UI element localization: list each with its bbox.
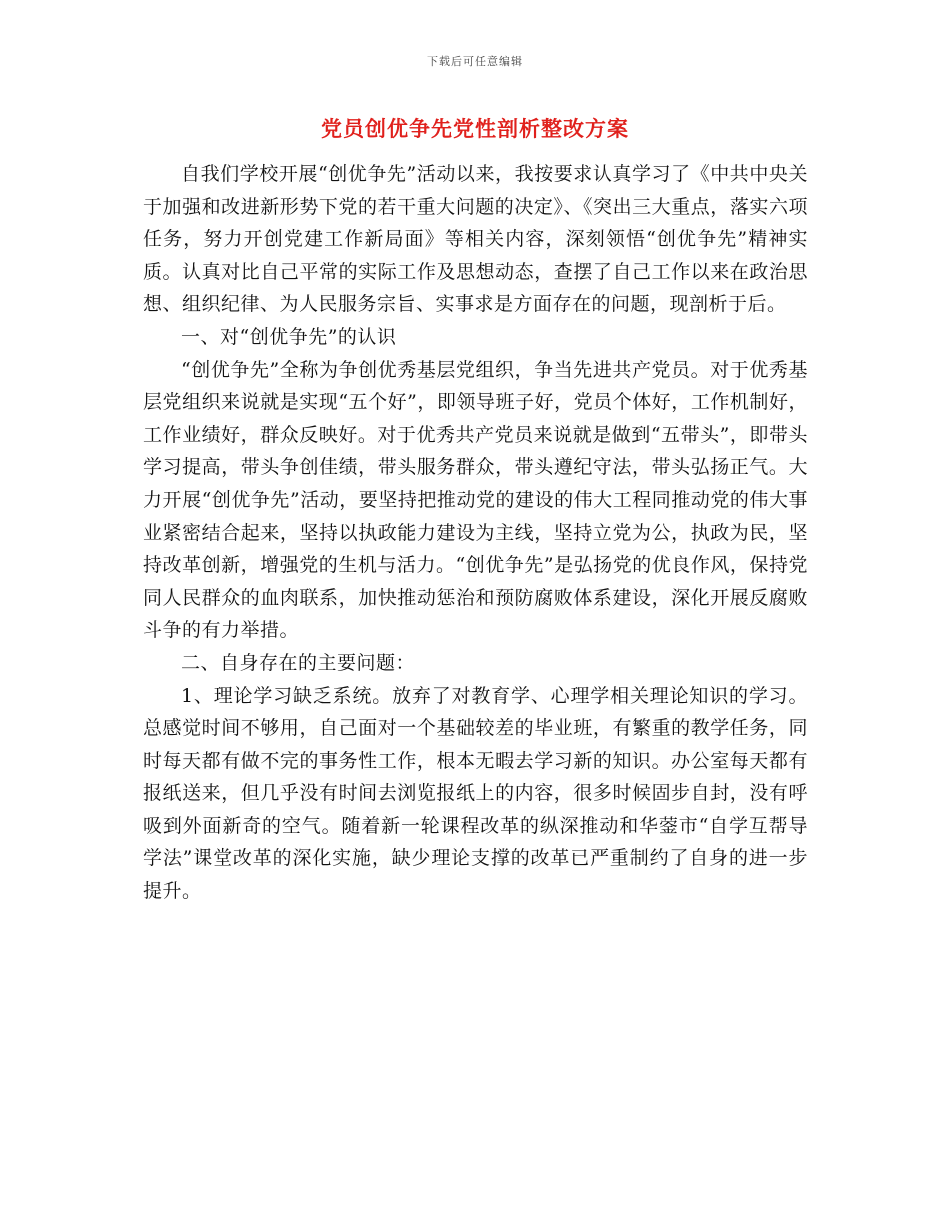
document-body [143, 158, 808, 908]
section-heading-2: 二、自身存在的主要问题： [181, 651, 416, 674]
intro-paragraph: 自我们学校开展“创优争先”活动以来，我按要求认真学习了《中共中央关于加强和改进新形势下党的若干重大问题的决定》、《突出三大重点，落实六项任务，努力开创党建工作新局面》等相关内容，深刻领悟“创优争先”精神实质。认真对比自己平常的实际工作及思想动态，查摆了自己工作以来在政治思想、组织纪律、为人民服务宗旨、实事求是方面存在的问题，现剖析于后。 [143, 163, 808, 316]
section-heading-1: 一、对“创优争先”的认识 [181, 325, 397, 348]
document-title: 党员创优争先党性剖析整改方案 [321, 116, 629, 141]
page-header-note: 下载后可任意编辑 [427, 55, 523, 68]
problem-1-paragraph: 1、理论学习缺乏系统。放弃了对教育学、心理学相关理论知识的学习。总感觉时间不够用，自己面对一个基础较差的毕业班，有繁重的教学任务，同时每天都有做不完的事务性工作，根本无暇去学习新的知识。办公室每天都有报纸送来，但几乎没有时间去浏览报纸上的内容，很多时候固步自封，没有呼吸到外面新奇的空气。随着新一轮课程改革的纵深推动和华蓥市“自学互帮导学法”课堂改革的深化实施，缺少理论支撑的改革已严重制约了自身的进一步提升。 [143, 684, 808, 903]
section-1-paragraph: “创优争先”全称为争创优秀基层党组织，争当先进共产党员。对于优秀基层党组织来说就是实现“五个好”，即领导班子好，党员个体好，工作机制好，工作业绩好，群众反映好。对于优秀共产党员来说就是做到“五带头”，即带头学习提高，带头争创佳绩，带头服务群众，带头遵纪守法，带头弘扬正气。大力开展“创优争先”活动，要坚持把推动党的建设的伟大工程同推动党的伟大事业紧密结合起来，坚持以执政能力建设为主线，坚持立党为公，执政为民，坚持改革创新，增强党的生机与活力。“创优争先”是弘扬党的优良作风，保持党同人民群众的血肉联系，加快推动惩治和预防腐败体系建设，深化开展反腐败斗争的有力举措。 [143, 358, 808, 642]
